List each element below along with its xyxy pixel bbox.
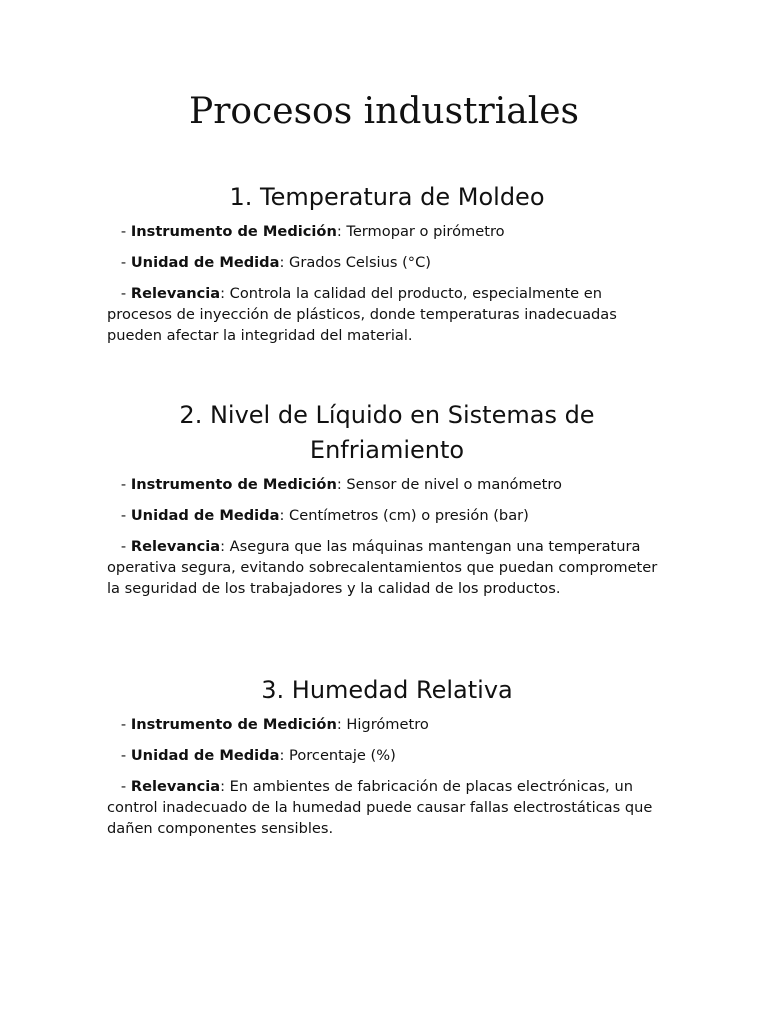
item-label: Relevancia (130, 538, 221, 555)
item-text: : Porcentaje (%) (279, 747, 396, 764)
list-item: - Instrumento de Medición: Higrómetro (107, 716, 429, 733)
list-item: - Relevancia: Controla la calidad del producto, especialmente en procesos de inyección de plásticos, donde temperaturas inadecuadas pueden afectar la integridad del material. (107, 285, 617, 344)
item-text: : En ambientes de fabricación de placas electrónicas, un control inadecuado de la humedad puede causar fallas electrostáticas que dañen componentes sensibles. (107, 778, 653, 837)
list-item: - Unidad de Medida: Grados Celsius (°C) (107, 254, 431, 271)
section-heading: 2. Nivel de Líquido en Sistemas de Enfriamiento (179, 401, 595, 464)
item-label: Relevancia (130, 285, 221, 302)
section-heading: 3. Humedad Relativa (261, 676, 513, 704)
page-title: Procesos industriales (189, 91, 579, 132)
item-label: Instrumento de Medición (130, 223, 337, 240)
item-label: Unidad de Medida (130, 254, 280, 271)
section-temperatura-moldeo (107, 180, 667, 356)
item-label: Unidad de Medida (130, 747, 280, 764)
item-label: Instrumento de Medición (130, 476, 337, 493)
section-nivel-liquido (107, 398, 667, 609)
list-item: - Relevancia: Asegura que las máquinas mantengan una temperatura operativa segura, evitando sobrecalentamientos que puedan comprometer la seguridad de los trabajadores y la calidad de los productos. (107, 538, 658, 597)
item-text: : Higrómetro (336, 716, 429, 733)
section-humedad-relativa (107, 673, 667, 849)
section-heading: 1. Temperatura de Moldeo (229, 183, 545, 211)
item-text: : Asegura que las máquinas mantengan una temperatura operativa segura, evitando sobrecalentamientos que puedan comprometer la seguridad de los trabajadores y la calidad de los productos. (107, 538, 658, 597)
list-item: - Unidad de Medida: Porcentaje (%) (107, 747, 396, 764)
item-text: : Sensor de nivel o manómetro (336, 476, 562, 493)
list-item: - Instrumento de Medición: Termopar o pirómetro (107, 223, 505, 240)
list-item: - Relevancia: En ambientes de fabricación de placas electrónicas, un control inadecuado de la humedad puede causar fallas electrostáticas que dañen componentes sensibles. (107, 778, 653, 837)
item-label: Unidad de Medida (130, 507, 280, 524)
item-label: Relevancia (130, 778, 221, 795)
item-text: : Grados Celsius (°C) (279, 254, 431, 271)
item-text: : Controla la calidad del producto, especialmente en procesos de inyección de plásticos, donde temperaturas inadecuadas pueden afectar la integridad del material. (107, 285, 617, 344)
item-text: : Termopar o pirómetro (336, 223, 505, 240)
item-label: Instrumento de Medición (130, 716, 337, 733)
list-item: - Unidad de Medida: Centímetros (cm) o presión (bar) (107, 507, 529, 524)
item-text: : Centímetros (cm) o presión (bar) (279, 507, 529, 524)
list-item: - Instrumento de Medición: Sensor de nivel o manómetro (107, 476, 562, 493)
